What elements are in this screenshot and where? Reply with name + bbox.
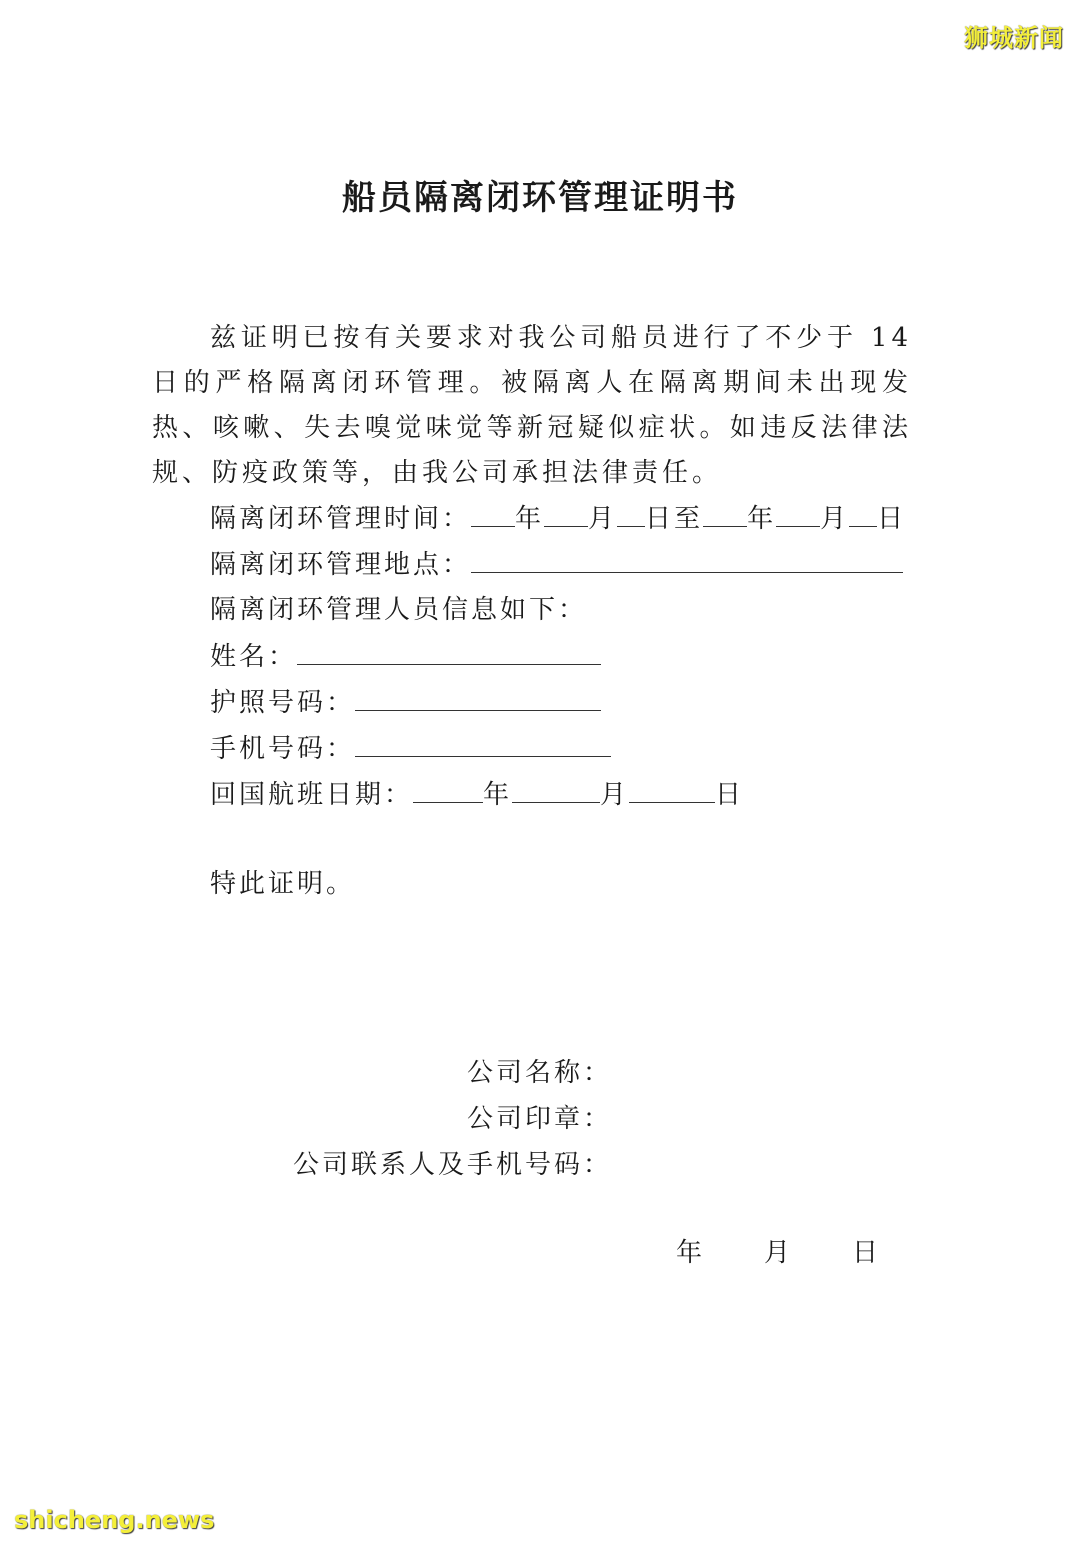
quarantine-place-label: 隔离闭环管理地点：	[210, 550, 472, 580]
signing-day: 日	[852, 1238, 879, 1268]
phone-blank	[355, 730, 611, 757]
flight-month-unit: 月	[600, 780, 630, 810]
persons-info-row	[210, 592, 587, 628]
flight-date-row	[210, 776, 744, 812]
start-year-blank	[471, 500, 515, 527]
end-month-blank	[776, 500, 820, 527]
certificate-body: 兹证明已按有关要求对我公司船员进行了不少于 14 日的严格隔离闭环管理。被隔离人在隔离期间未出现发热、咳嗽、失去嗅觉味觉等新冠疑似症状。如违反法律法规、防疫政策等，由我公司承担法律责任。	[152, 323, 912, 488]
watermark-site-text: shicheng.news	[14, 1506, 215, 1534]
document-title: 船员隔离闭环管理证明书	[342, 178, 738, 218]
company-name-label: 公司名称：	[466, 1058, 612, 1088]
persons-info-label: 隔离闭环管理人员信息如下：	[210, 595, 588, 625]
name-label: 姓名：	[210, 642, 298, 672]
end-year-blank	[703, 500, 747, 527]
quarantine-place-blank	[471, 546, 903, 573]
quarantine-time-label: 隔离闭环管理时间：	[210, 504, 472, 534]
company-seal-label: 公司印章：	[466, 1104, 612, 1134]
name-blank	[297, 638, 601, 665]
watermark-logo-text: 狮城新闻	[964, 24, 1064, 52]
start-month-unit: 月	[588, 504, 618, 534]
flight-date-label: 回国航班日期：	[210, 780, 414, 810]
end-month-unit: 月	[820, 504, 850, 534]
name-row	[210, 638, 601, 674]
flight-year-unit: 年	[483, 780, 513, 810]
quarantine-place-row	[210, 546, 903, 582]
start-month-blank	[544, 500, 588, 527]
end-day-unit: 日	[877, 504, 907, 534]
end-year-unit: 年	[747, 504, 777, 534]
closing-statement: 特此证明。	[210, 869, 356, 899]
start-day-unit: 日至	[645, 504, 704, 534]
signing-year: 年	[676, 1238, 703, 1268]
flight-day-blank	[629, 776, 715, 803]
phone-label: 手机号码：	[210, 734, 356, 764]
signing-month: 月	[764, 1238, 791, 1268]
phone-row	[210, 730, 611, 766]
passport-label: 护照号码：	[210, 688, 356, 718]
company-contact-label: 公司联系人及手机号码：	[292, 1150, 612, 1180]
passport-row	[210, 684, 601, 720]
flight-year-blank	[413, 776, 483, 803]
flight-month-blank	[512, 776, 600, 803]
start-year-unit: 年	[515, 504, 545, 534]
passport-blank	[355, 684, 601, 711]
quarantine-time-row	[210, 500, 906, 536]
start-day-blank	[617, 500, 645, 527]
signing-date	[676, 1232, 878, 1269]
flight-day-unit: 日	[715, 780, 745, 810]
end-day-blank	[849, 500, 877, 527]
